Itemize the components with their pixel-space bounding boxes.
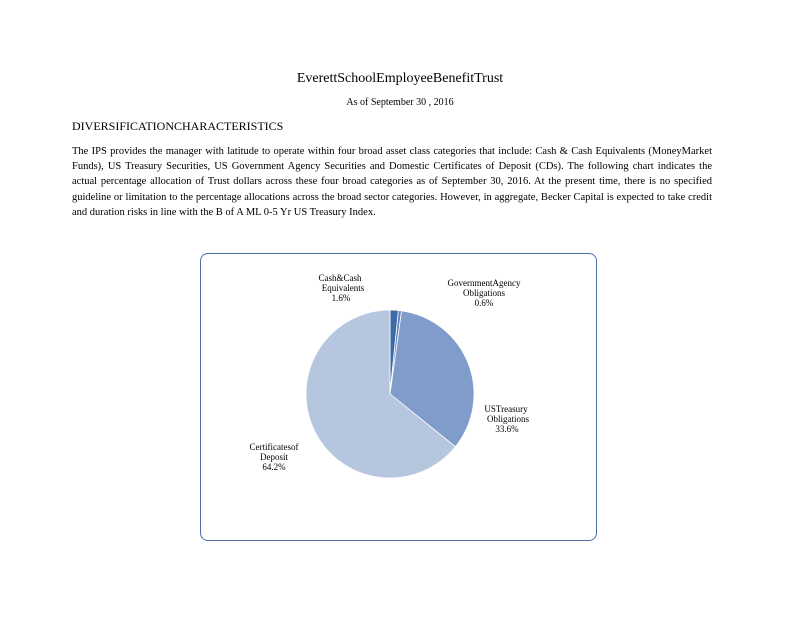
slice-name-cash-line1: Cash&Cash [318,273,362,283]
slice-value-agency: 0.6% [474,298,494,308]
document-title: EverettSchoolEmployeeBenefitTrust [296,71,504,86]
description-paragraph: The IPS provides the manager with latitude to operate within four broad asset class categories that include: Cash & Cash Equivalents (MoneyMarket Funds), US Treasury Securities, US Government Agency Securities and Domestic Certificates of Deposit (CDs). The following chart indicates the actual percentage allocation of Trust dollars across these four broad categories as of September 30, 2016. At the present time, there is no specified guideline or limitation to the percentage allocations across the broad sector categories. However, in aggregate, Becker Capital is expected to take credit and duration risks in line with the B of A ML 0-5 Yr US Treasury Index. [72,146,712,218]
slice-name-agency-line1: GovernmentAgency [447,278,521,288]
slice-value-treasury: 33.6% [495,424,519,434]
slice-name-treasury-line2: Obligations [487,414,529,424]
slice-value-cash: 1.6% [331,293,351,303]
allocation-pie-chart [200,253,597,541]
pie-chart-svg [201,254,598,542]
document-date: As of September 30 , 2016 [346,97,454,108]
slice-name-cash-line2: Equivalents [321,283,365,293]
slice-value-cd: 64.2% [262,462,286,472]
slice-name-cd-line2: Deposit [260,452,288,462]
slice-name-treasury-line1: USTreasury [484,404,528,414]
slice-name-cd-line1: Certificatesof [249,442,299,452]
slice-name-agency-line2: Obligations [463,288,505,298]
section-heading: DIVERSIFICATIONCHARACTERISTICS [72,119,284,133]
